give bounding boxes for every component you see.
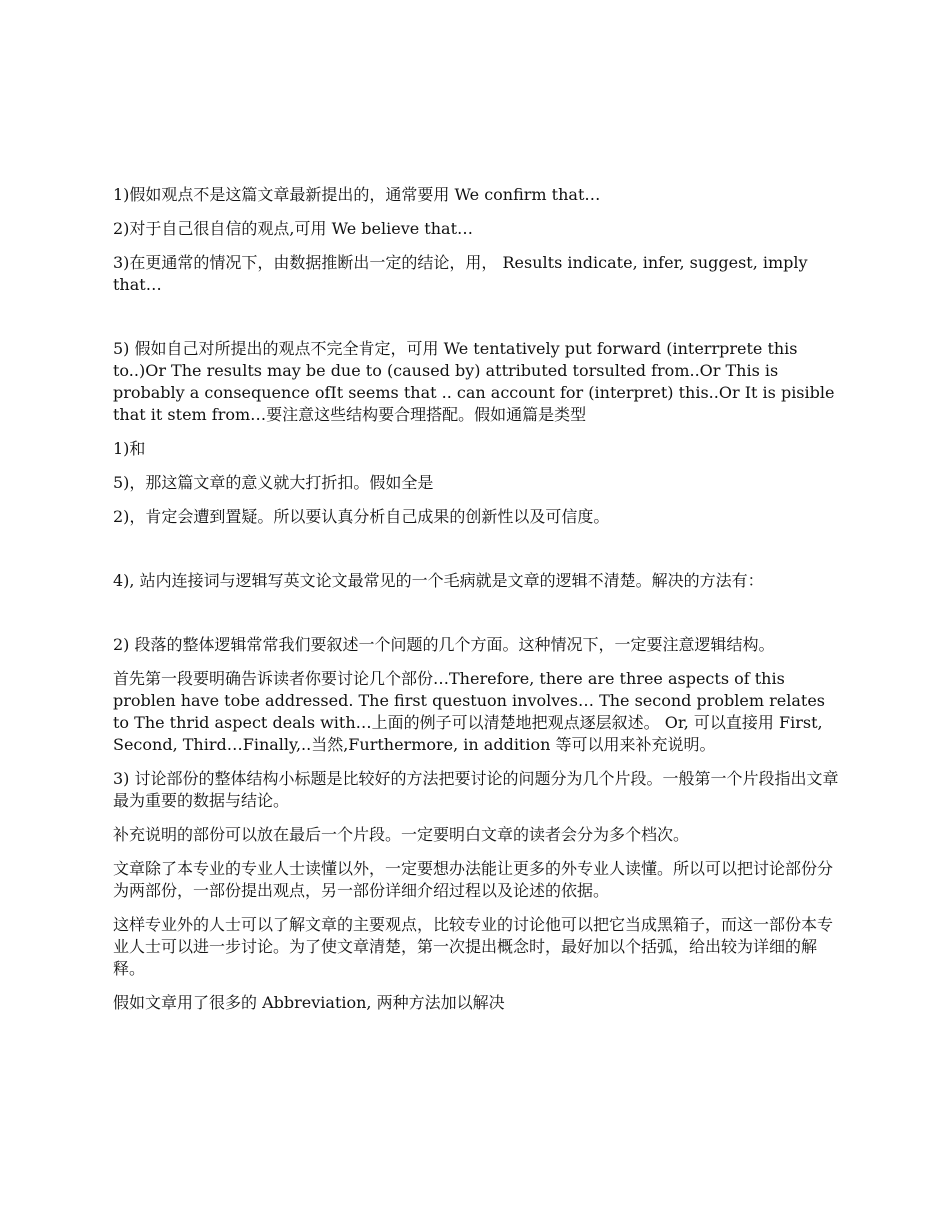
spacer <box>113 308 843 338</box>
paragraph-7: 2)，肯定会遭到置疑。所以要认真分析自己成果的创新性以及可信度。 <box>113 507 610 526</box>
paragraph-12: 补充说明的部份可以放在最后一个片段。一定要明白文章的读者会分为多个档次。 <box>113 825 690 844</box>
paragraph-4: 5) 假如自己对所提出的观点不完全肯定，可用 We tentatively put forward (interrprete this to..)Or The results may be due to (caused by) attributed torsulted from..Or This is probably a consequence ofIt seems that .. can account for (interpret) this..Or It is pisible that it stem from…要注意这些结构要合理搭配。假如通篇是类型 <box>113 339 835 424</box>
paragraph-8: 4), 站内连接词与逻辑写英文论文最常见的一个毛病就是文章的逻辑不清楚。解决的方法有： <box>113 571 764 590</box>
paragraph-5: 1)和 <box>113 439 146 458</box>
paragraph-2: 2)对于自己很自信的观点,可用 We believe that… <box>113 219 474 238</box>
spacer <box>113 604 843 634</box>
paragraph-3: 3)在更通常的情况下，由数据推断出一定的结论，用， Results indicate, infer, suggest, imply that… <box>113 253 808 294</box>
paragraph-1: 1)假如观点不是这篇文章最新提出的，通常要用 We confirm that… <box>113 185 601 204</box>
paragraph-6: 5)，那这篇文章的意义就大打折扣。假如全是 <box>113 473 434 492</box>
paragraph-10: 首先第一段要明确告诉读者你要讨论几个部份…Therefore, there are three aspects of this problen have tobe addressed. The first questuon involves… The second problem relates to The thrid aspect deals with…上面的例子可以清楚地把观点逐层叙述。 Or, 可以直接用 First, Second, Third…Finally,..当然,Furthermore, in addition 等可以用来补充说明。 <box>113 669 825 754</box>
spacer <box>113 540 843 570</box>
paragraph-15: 假如文章用了很多的 Abbreviation, 两种方法加以解决 <box>113 993 505 1012</box>
paragraph-14: 这样专业外的人士可以了解文章的主要观点，比较专业的讨论他可以把它当成黑箱子，而这一部份本专业人士可以进一步讨论。为了使文章清楚，第一次提出概念时，最好加以个括弧，给出较为详细的解释。 <box>113 915 834 978</box>
document-body <box>113 184 843 1026</box>
paragraph-13: 文章除了本专业的专业人士读懂以外，一定要想办法能让更多的外专业人读懂。所以可以把讨论部份分为两部份，一部份提出观点，另一部份详细介绍过程以及论述的依据。 <box>113 859 834 900</box>
paragraph-11: 3) 讨论部份的整体结构小标题是比较好的方法把要讨论的问题分为几个片段。一般第一个片段指出文章最为重要的数据与结论。 <box>113 769 839 810</box>
paragraph-9: 2) 段落的整体逻辑常常我们要叙述一个问题的几个方面。这种情况下，一定要注意逻辑结构。 <box>113 635 775 654</box>
